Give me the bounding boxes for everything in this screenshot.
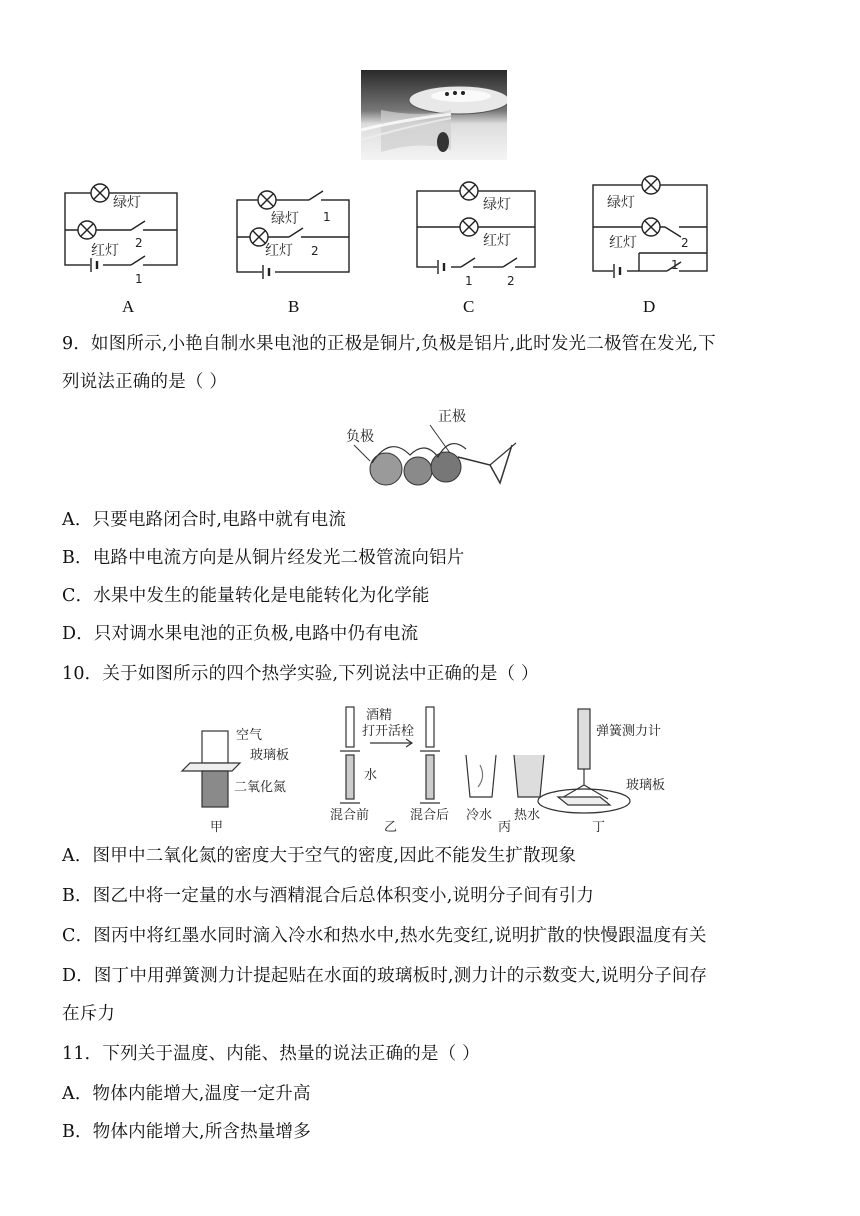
circuit-a-red-label: 红灯 [91,243,119,259]
circuit-d-option: D [643,297,656,316]
circuit-b-s2-label: 2 [311,244,319,258]
circuit-d-red-label: 红灯 [609,235,637,251]
circuit-b-green-label: 绿灯 [271,211,299,227]
before-mix-label: 混合前 [330,808,370,823]
negative-label: 负极 [346,429,374,445]
circuit-a-s1-label: 1 [135,272,143,286]
circuit-c-red-label: 红灯 [483,233,511,249]
q9-option-c[interactable]: C．水果中发生的能量转化是电能转化为化学能 [62,586,430,606]
q9-option-a[interactable]: A．只要电路闭合时,电路中就有电流 [62,510,347,530]
q10-stem: 10．关于如图所示的四个热学实验,下列说法中正确的是（ ） [62,664,539,684]
air-label: 空气 [236,728,263,743]
circuit-c [417,182,535,274]
ding-label: 丁 [592,820,606,835]
after-mix-label: 混合后 [410,808,450,823]
svg-text:2 [311,244,319,258]
q11-stem: 11．下列关于温度、内能、热量的说法正确的是（ ） [62,1044,480,1064]
circuit-a-s2-label: 2 [135,236,143,250]
no2-label: 二氧化氮 [234,780,287,795]
q9-option-b[interactable]: B．电路中电流方向是从铜片经发光二极管流向铝片 [62,548,465,568]
glass-label: 玻璃板 [250,748,290,763]
circuit-diagrams [55,175,755,295]
q9-stem-line2: 列说法正确的是（ ） [62,372,228,392]
circuit-c-s1-label: 1 [465,274,473,288]
q9-option-d[interactable]: D．只对调水果电池的正负极,电路中仍有电流 [62,624,419,644]
q10-option-b[interactable]: B．图乙中将一定量的水与酒精混合后总体积变小,说明分子间有引力 [62,886,595,906]
bing-label: 丙 [498,820,512,835]
svg-text:1 [323,210,331,224]
circuit-d [593,176,707,278]
hot-water-label: 热水 [514,808,541,823]
water-label: 水 [364,768,378,783]
q10-option-d-line2[interactable]: 在斥力 [62,1004,116,1024]
circuit-b-option: B [288,297,300,316]
q10-option-d-line1[interactable]: D．图丁中用弹簧测力计提起贴在水面的玻璃板时,测力计的示数变大,说明分子间存 [62,966,708,986]
q9-stem-line1: 9．如图所示,小艳自制水果电池的正极是铜片,负极是铝片,此时发光二极管在发光,下 [62,334,716,354]
svg-text:1 [135,272,143,286]
circuit-d-s2-label: 2 [681,236,689,250]
circuit-c-green-label: 绿灯 [483,197,511,213]
open-valve-label: 打开活栓 [362,724,415,739]
svg-text:2 [135,236,143,250]
circuit-a-green-label: 绿灯 [113,195,141,211]
svg-text:2 [681,236,689,250]
positive-label: 正极 [438,409,466,425]
faucet-photo [361,70,507,160]
circuit-b-red-label: 红灯 [265,243,293,259]
circuit-c-s2-label: 2 [507,274,515,288]
circuit-c-option: C [463,297,475,316]
svg-text:1 [465,274,473,288]
q11-option-a[interactable]: A．物体内能增大,温度一定升高 [62,1084,311,1104]
svg-text:2 [507,274,515,288]
thermal-experiments-figure [180,695,690,837]
circuit-b [237,191,349,279]
alcohol-label: 酒精 [366,708,393,723]
circuit-d-s1-label: 1 [671,258,679,272]
cold-water-label: 冷水 [466,808,493,823]
circuit-a-option: A [122,297,135,316]
q10-option-a[interactable]: A．图甲中二氧化氮的密度大于空气的密度,因此不能发生扩散现象 [62,846,577,866]
q11-option-b[interactable]: B．物体内能增大,所含热量增多 [62,1122,311,1142]
circuit-b-s1-label: 1 [323,210,331,224]
yi-label: 乙 [384,820,398,835]
circuit-d-green-label: 绿灯 [607,195,635,211]
fruit-battery-figure [340,405,530,490]
spring-scale-label: 弹簧测力计 [596,724,662,739]
jia-label: 甲 [210,820,224,835]
svg-text:1 [671,258,679,272]
glass-plate-label: 玻璃板 [626,778,666,793]
q10-option-c[interactable]: C．图丙中将红墨水同时滴入冷水和热水中,热水先变红,说明扩散的快慢跟温度有关 [62,926,707,946]
